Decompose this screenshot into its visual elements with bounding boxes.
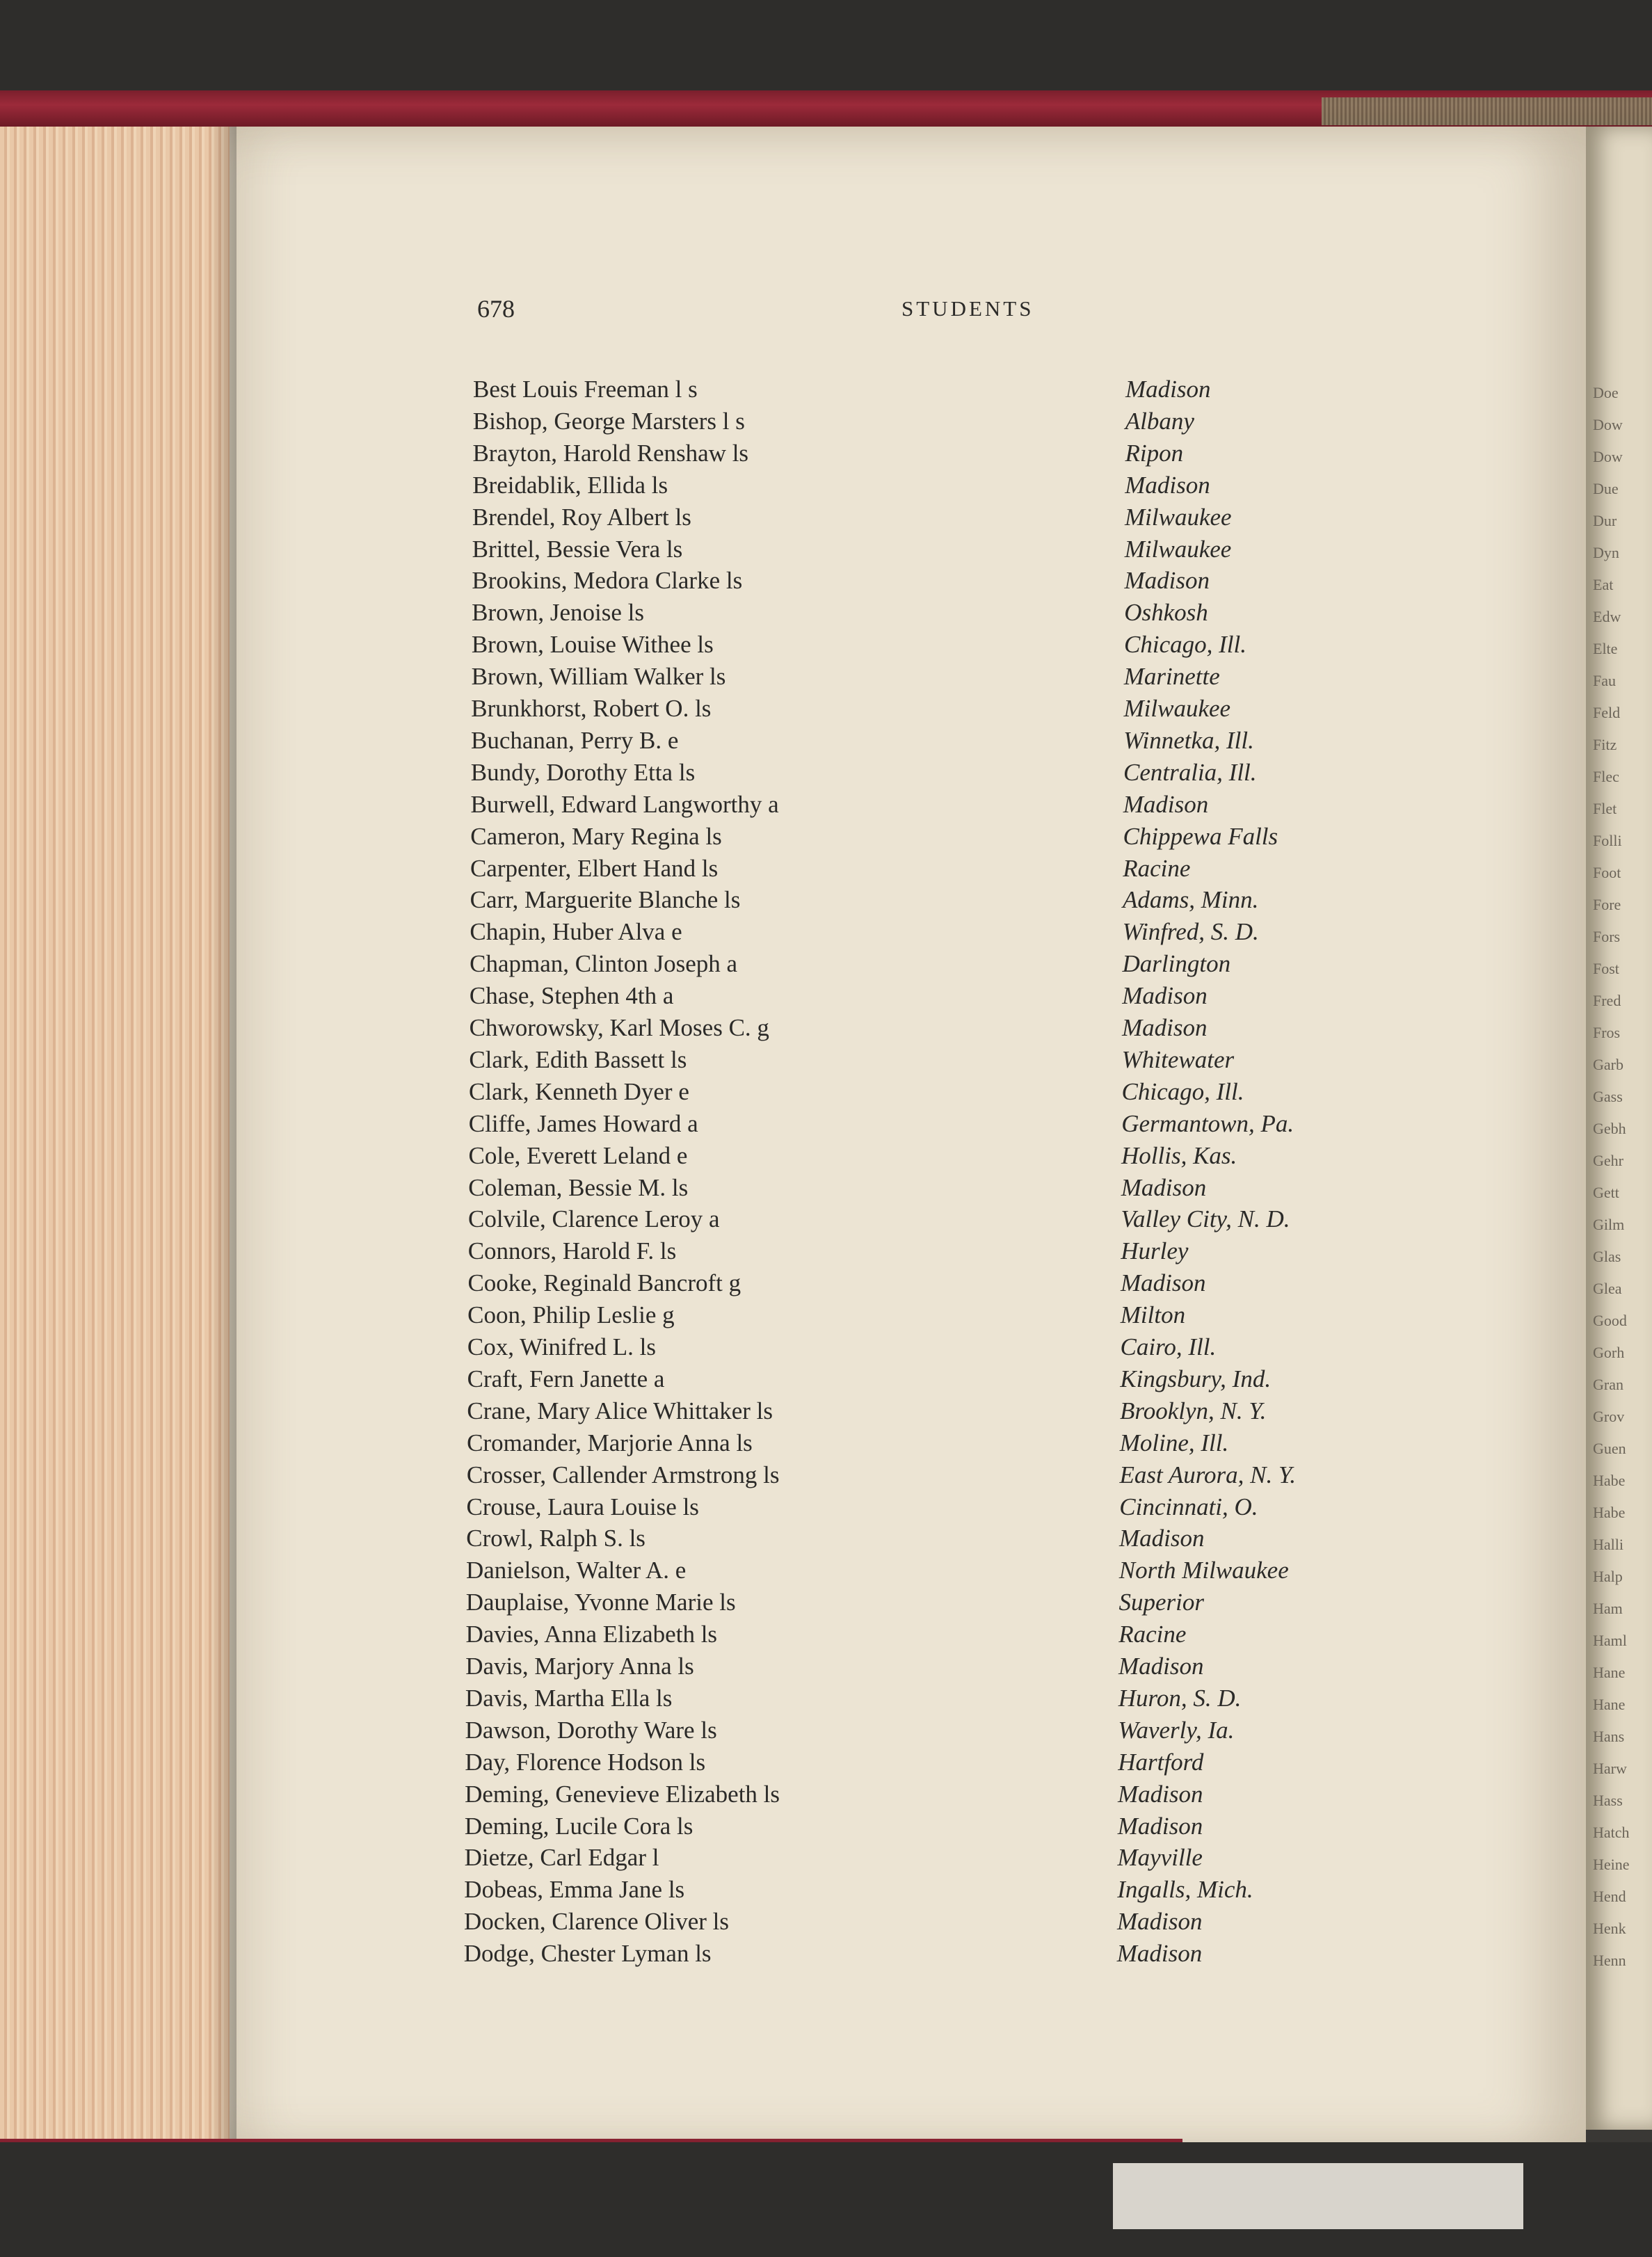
student-name: Cromander, Marjorie Anna ls [467,1429,753,1456]
facing-page-edge [1586,127,1652,2130]
student-name: Cox, Winifred L. ls [467,1333,657,1360]
student-name: Clark, Edith Bassett ls [469,1045,687,1073]
student-name: Crane, Mary Alice Whittaker ls [467,1397,773,1424]
facing-page-fragment: Dow [1593,448,1623,465]
student-name: Coon, Philip Leslie g [467,1301,675,1329]
facing-page-fragment: Glea [1593,1280,1622,1297]
student-hometown: Chippewa Falls [1123,822,1278,850]
page-number: 678 [477,295,515,323]
student-hometown: Mayville [1117,1844,1203,1872]
student-name: Cliffe, James Howard a [468,1109,698,1137]
facing-page-fragment: Gilm [1593,1216,1625,1233]
student-hometown: Racine [1118,1621,1187,1648]
student-name: Crosser, Callender Armstrong ls [466,1461,780,1488]
facing-page-fragment: Hass [1593,1792,1623,1809]
facing-page-fragment: Garb [1593,1056,1623,1073]
student-hometown: Madison [1122,1014,1208,1041]
student-hometown: Superior [1118,1589,1204,1616]
student-hometown: Valley City, N. D. [1121,1205,1290,1233]
student-name: Connors, Harold F. ls [467,1237,677,1265]
facing-page-fragment: Gehr [1593,1152,1623,1169]
student-name: Docken, Clarence Oliver ls [464,1908,729,1936]
facing-page-fragment: Dow [1593,416,1623,433]
student-hometown: Winnetka, Ill. [1123,726,1254,754]
facing-page-fragment: Hane [1593,1696,1626,1713]
student-hometown: Cincinnati, O. [1119,1493,1258,1520]
student-hometown: Albany [1125,407,1194,435]
facing-page-fragment: Fau [1593,672,1616,689]
student-name: Bishop, George Marsters l s [472,407,745,435]
student-hometown: Madison [1118,1780,1203,1808]
facing-page-fragment: Flec [1593,768,1619,785]
student-name: Davis, Martha Ella ls [465,1684,673,1712]
facing-page-fragment: Fred [1593,992,1621,1009]
facing-page-fragment: Dur [1593,512,1617,529]
page-stack-edge [0,127,230,2144]
facing-page-fragment: Gorh [1593,1344,1625,1361]
student-hometown: Waverly, Ia. [1118,1716,1235,1744]
student-name: Crouse, Laura Louise ls [466,1493,699,1520]
student-name: Cameron, Mary Regina ls [470,822,722,850]
student-name: Chworowsky, Karl Moses C. g [469,1014,769,1041]
student-hometown: Huron, S. D. [1118,1684,1242,1712]
student-hometown: Madison [1117,1812,1203,1840]
facing-page-fragment: Haml [1593,1632,1627,1649]
facing-page-fragment: Hend [1593,1888,1626,1905]
student-name: Cooke, Reginald Bancroft g [467,1269,741,1297]
student-name: Clark, Kenneth Dyer e [469,1077,689,1105]
facing-page-fragment: Foot [1593,864,1621,881]
facing-page-fragment: Edw [1593,608,1621,625]
student-hometown: North Milwaukee [1118,1557,1289,1584]
page-gutter-shadow [209,127,236,2144]
student-name: Colvile, Clarence Leroy a [467,1205,720,1233]
facing-page-fragment: Doe [1593,384,1619,401]
student-name: Cole, Everett Leland e [468,1141,688,1169]
student-hometown: Cairo, Ill. [1120,1333,1217,1360]
student-name: Dauplaise, Yvonne Marie ls [465,1589,736,1616]
student-name: Dobeas, Emma Jane ls [464,1876,685,1904]
student-hometown: Ripon [1125,439,1184,467]
facing-page-fragment: Henn [1593,1952,1626,1969]
student-name: Danielson, Walter A. e [466,1557,687,1584]
facing-page-fragment: Ham [1593,1600,1623,1617]
facing-page-fragment: Fore [1593,896,1621,913]
student-name: Brayton, Harold Renshaw ls [472,439,749,467]
student-hometown: Marinette [1123,663,1220,691]
facing-page-fragment: Gran [1593,1376,1623,1393]
student-hometown: Madison [1116,1940,1203,1968]
facing-page-fragment: Halp [1593,1568,1623,1585]
facing-page-fragment: Henk [1593,1920,1626,1937]
student-hometown: Racine [1123,854,1191,882]
student-hometown: Germantown, Pa. [1121,1109,1294,1137]
student-hometown: Madison [1117,1908,1203,1936]
student-hometown: Milwaukee [1124,535,1232,563]
student-name: Bundy, Dorothy Etta ls [470,758,696,786]
student-hometown: Milton [1120,1301,1186,1329]
facing-page-fragment: Hans [1593,1728,1625,1745]
student-hometown: Brooklyn, N. Y. [1120,1397,1267,1424]
background-top [0,0,1652,94]
student-name: Carpenter, Elbert Hand ls [470,854,719,882]
student-name: Brunkhorst, Robert O. ls [471,695,712,722]
student-name: Chase, Stephen 4th a [469,982,674,1010]
student-hometown: Winfred, S. D. [1122,918,1259,946]
student-name: Brown, Louise Withee ls [471,631,714,659]
student-hometown: Ingalls, Mich. [1117,1876,1253,1904]
facing-page-fragment: Good [1593,1312,1627,1329]
student-name: Breidablik, Ellida ls [472,471,668,499]
student-name: Deming, Lucile Cora ls [464,1812,693,1840]
facing-page-fragment: Habe [1593,1472,1626,1489]
facing-page-fragment: Fitz [1593,736,1617,753]
student-hometown: Madison [1122,982,1208,1010]
facing-page-fragment: Dyn [1593,544,1619,561]
student-hometown: Milwaukee [1125,503,1232,531]
student-name: Brendel, Roy Albert ls [472,503,691,531]
student-name: Brown, Jenoise ls [472,599,645,627]
facing-page-fragment: Fors [1593,928,1621,945]
student-name: Davis, Marjory Anna ls [465,1653,694,1680]
facing-page-fragment: Eat [1593,576,1614,593]
student-hometown: Hollis, Kas. [1121,1141,1237,1169]
facing-page-fragment: Flet [1593,800,1617,817]
student-hometown: Oshkosh [1124,599,1208,627]
student-name: Brown, William Walker ls [471,663,726,691]
page-title: STUDENTS [901,296,1034,321]
student-hometown: Whitewater [1121,1045,1235,1073]
student-hometown: Chicago, Ill. [1121,1077,1244,1105]
student-name: Carr, Marguerite Blanche ls [470,886,741,914]
student-hometown: Madison [1118,1653,1204,1680]
student-hometown: Darlington [1122,950,1231,978]
paper-slip [1113,2163,1523,2229]
student-hometown: Madison [1125,471,1210,499]
facing-page-fragment: Feld [1593,704,1621,721]
student-name: Chapin, Huber Alva e [470,918,682,946]
student-name: Day, Florence Hodson ls [465,1748,706,1776]
student-name: Chapman, Clinton Joseph a [470,950,738,978]
student-name: Brittel, Bessie Vera ls [472,535,683,563]
student-hometown: Madison [1121,1269,1206,1297]
student-name: Crowl, Ralph S. ls [466,1525,645,1552]
student-hometown: Milwaukee [1123,695,1231,722]
facing-page-fragment: Halli [1593,1536,1623,1553]
student-hometown: Madison [1123,790,1209,818]
facing-page-fragment: Habe [1593,1504,1626,1521]
student-hometown: Hartford [1118,1748,1204,1776]
facing-page-fragment: Grov [1593,1408,1625,1425]
student-hometown: Madison [1124,567,1210,595]
student-hometown: Madison [1125,376,1211,403]
student-name: Dodge, Chester Lyman ls [463,1940,712,1968]
facing-page-fragment: Gebh [1593,1120,1626,1137]
spine-strip [1322,97,1652,125]
facing-page-fragment: Fros [1593,1024,1621,1041]
student-hometown: Hurley [1121,1237,1189,1265]
student-name: Craft, Fern Janette a [467,1365,665,1392]
facing-page-fragment: Guen [1593,1440,1626,1457]
student-hometown: Centralia, Ill. [1123,758,1257,786]
student-name: Best Louis Freeman l s [473,376,698,403]
student-hometown: Madison [1119,1525,1205,1552]
facing-page-fragment: Gass [1593,1088,1623,1105]
student-hometown: Chicago, Ill. [1124,631,1246,659]
book-page [230,127,1586,2154]
student-hometown: Kingsbury, Ind. [1120,1365,1272,1392]
facing-page-fragment: Harw [1593,1760,1627,1777]
student-name: Deming, Genevieve Elizabeth ls [465,1780,780,1808]
student-name: Dietze, Carl Edgar l [464,1844,659,1872]
student-name: Brookins, Medora Clarke ls [472,567,743,595]
facing-page-fragment: Heine [1593,1856,1630,1873]
student-name: Davies, Anna Elizabeth ls [465,1621,718,1648]
facing-page-fragment: Gett [1593,1184,1619,1201]
student-hometown: Moline, Ill. [1119,1429,1229,1456]
facing-page-fragment: Glas [1593,1248,1621,1265]
facing-page-fragment: Hane [1593,1664,1626,1681]
student-name: Burwell, Edward Langworthy a [470,790,779,818]
facing-page-fragment: Due [1593,480,1619,497]
student-hometown: East Aurora, N. Y. [1119,1461,1297,1488]
student-name: Dawson, Dorothy Ware ls [465,1716,717,1744]
facing-page-fragment: Elte [1593,640,1618,657]
student-name: Coleman, Bessie M. ls [468,1173,689,1201]
student-hometown: Madison [1121,1173,1207,1201]
facing-page-fragment: Fost [1593,960,1619,977]
facing-page-fragment: Folli [1593,832,1622,849]
facing-page-fragment: Hatch [1593,1824,1630,1841]
student-name: Buchanan, Perry B. e [471,726,679,754]
student-hometown: Adams, Minn. [1123,886,1259,914]
